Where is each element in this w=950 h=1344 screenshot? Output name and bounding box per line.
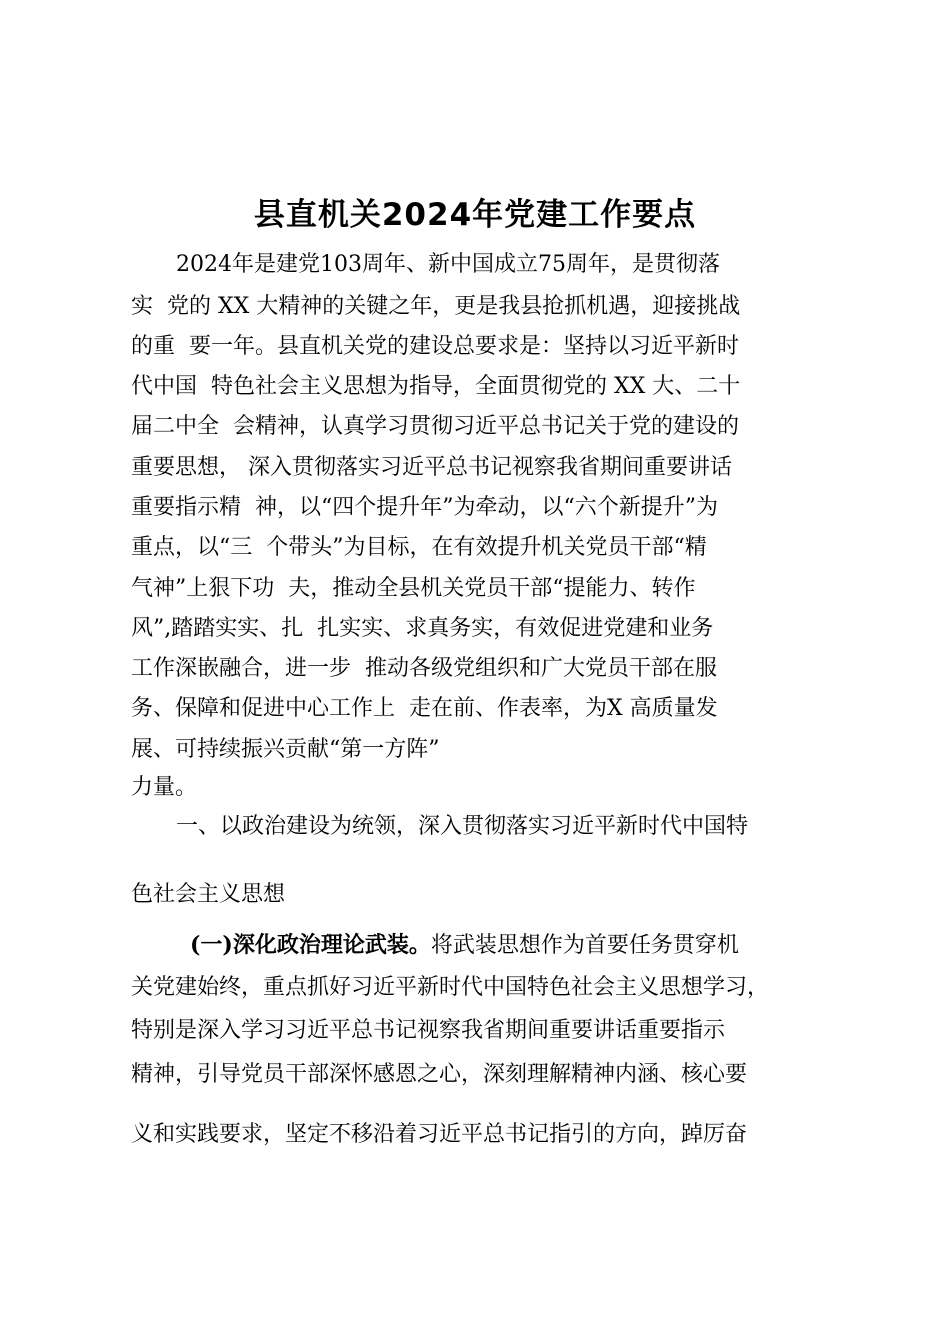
intro-line-1: 2024年是建党103周年、新中国成立75周年，是贯彻落 bbox=[176, 252, 720, 277]
intro-line-2: 实 党的 XX 大精神的关键之年，更是我县抢抓机遇，迎接挑战 bbox=[131, 294, 741, 319]
intro-line-7: 重要指示精 神，以“四个提升年”为牵动，以“六个新提升”为 bbox=[131, 495, 718, 520]
intro-line-12: 务、保障和促进中心工作上 走在前、作表率，为X 高质量发 bbox=[131, 696, 718, 721]
intro-line-10: 风”,踏踏实实、扎 扎实实、求真务实，有效促进党建和业务 bbox=[131, 616, 714, 641]
intro-line-6: 重要思想， 深入贯彻落实习近平总书记视察我省期间重要讲话 bbox=[131, 455, 732, 480]
intro-line-3: 的重 要一年。县直机关党的建设总要求是：坚持以习近平新时 bbox=[131, 334, 739, 359]
subsection-1-line-3: 特别是深入学习习近平总书记视察我省期间重要讲话重要指示 bbox=[131, 1018, 726, 1043]
intro-line-5: 届二中全 会精神，认真学习贯彻习近平总书记关于党的建设的 bbox=[131, 414, 739, 439]
document-title: 县直机关2024年党建工作要点 bbox=[253, 197, 697, 233]
intro-line-4: 代中国 特色社会主义思想为指导，全面贯彻党的 XX 大、二十 bbox=[131, 374, 741, 399]
subsection-1-line-4: 精神，引导党员干部深怀感恩之心，深刻理解精神内涵、核心要 bbox=[131, 1062, 748, 1087]
subsection-1-line-2: 关党建始终，重点抓好习近平新时代中国特色社会主义思想学习， bbox=[131, 975, 770, 1000]
subsection-1-text-1: 将武装思想作为首要任务贯穿机 bbox=[430, 933, 739, 958]
section-1-heading-line-1: 一、以政治建设为统领，深入贯彻落实习近平新时代中国特 bbox=[176, 814, 749, 839]
intro-line-13: 展、可持续振兴贡献“第一方阵” bbox=[131, 737, 440, 762]
section-1-heading-line-2: 色社会主义思想 bbox=[131, 882, 286, 907]
intro-line-8: 重点，以“三 个带头”为目标，在有效提升机关党员干部“精 bbox=[131, 535, 707, 560]
intro-end: 力量。 bbox=[131, 775, 198, 800]
subsection-1-heading: (一)深化政治理论武装。 bbox=[190, 932, 431, 958]
intro-line-11: 工作深嵌融合，进一步 推动各级党组织和广大党员干部在服 bbox=[131, 656, 717, 681]
subsection-1-line-5: 义和实践要求，坚定不移沿着习近平总书记指引的方向，踔厉奋 bbox=[131, 1122, 748, 1147]
subsection-1-line-1 bbox=[190, 928, 739, 963]
intro-line-9: 气神”上狠下功 夫，推动全县机关党员干部“提能力、转作 bbox=[131, 576, 696, 601]
